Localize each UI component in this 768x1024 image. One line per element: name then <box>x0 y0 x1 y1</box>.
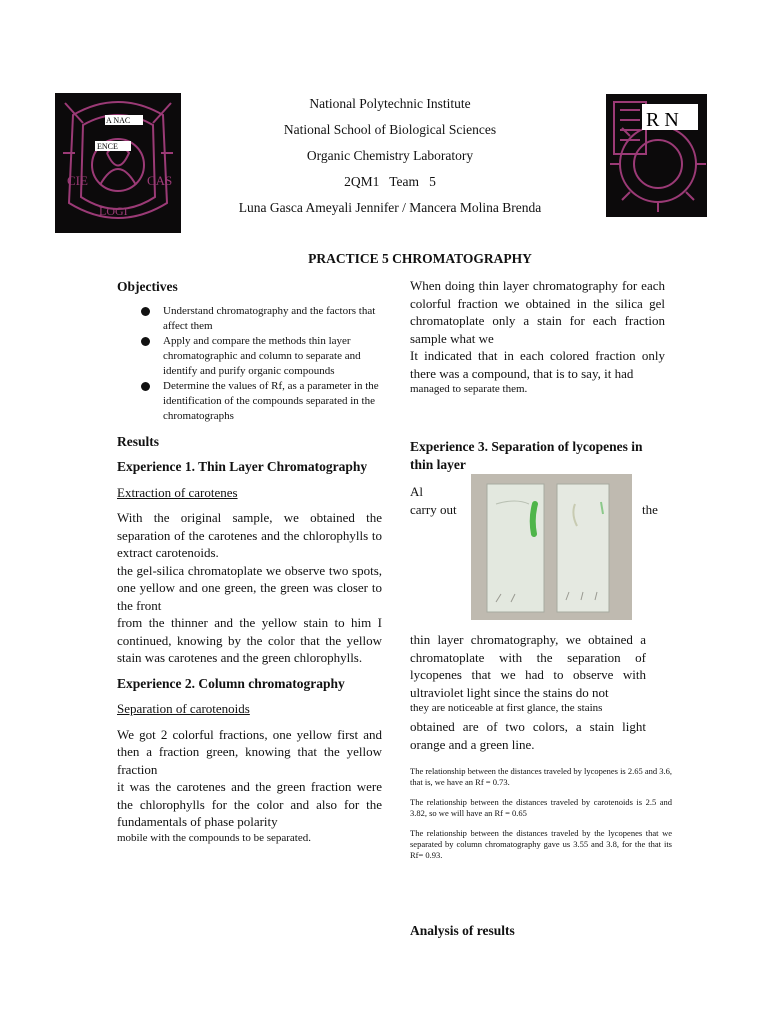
header-school: National School of Biological Sciences <box>283 122 497 137</box>
intro-paragraph-2: It indicated that in each colored fraction only there was a compound, that is to say, it had <box>410 348 665 381</box>
rf-notes <box>410 766 672 861</box>
bullet-icon <box>141 337 150 346</box>
exp3-paragraph-2: they are noticeable at first glance, the stains <box>410 702 603 714</box>
intro-paragraph-3: managed to separate them. <box>410 383 528 395</box>
rf-note-column: The relationship between the distances traveled by the lycopenes that we separated by column chromatography gave us 3.55 and 3.8, for the that its Rf= 0.93. <box>410 828 672 860</box>
exp1-heading: Experience 1. Thin Layer Chromatography <box>117 459 368 474</box>
objective-item: Determine the values of Rf, as a parameter in the identification of the compounds separated in the chromatographs <box>117 379 382 424</box>
header-authors: Luna Gasca Ameyali Jennifer / Mancera Molina Brenda <box>238 200 542 215</box>
analysis-heading: Analysis of results <box>410 923 515 938</box>
rf-note-carotenoids: The relationship between the distances traveled by carotenoids is 2.5 and 3.82, so we will have an Rf = 0.65 <box>410 797 672 818</box>
exp3-paragraph-3: obtained are of two colors, a stain light orange and a green line. <box>410 719 646 752</box>
exp2-paragraph-1: We got 2 colorful fractions, one yellow first and then a fraction green, knowing that the yellow fraction <box>117 726 382 777</box>
gear-emblem-icon <box>606 94 707 217</box>
objective-item: Understand chromatography and the factors that affect them <box>117 304 382 334</box>
left-column <box>117 278 382 845</box>
exp2-paragraph-2: it was the carotenes and the green fraction were the chlorophylls for the color and also for the fundamentals of phase polarity <box>117 779 382 829</box>
exp2-subheading: Separation of carotenoids <box>117 701 250 716</box>
objectives-heading: Objectives <box>117 279 178 294</box>
tlc-plates-image <box>471 474 632 620</box>
exp2-paragraph-3: mobile with the compounds to be separated. <box>117 831 311 844</box>
exp1-subheading: Extraction of carotenes <box>117 484 238 500</box>
header-group-team: 2QM1 Team 5 <box>344 174 436 189</box>
logo-ring-right: CAS <box>147 173 173 188</box>
objective-item: Apply and compare the methods thin layer chromatographic and column to separate and identify and purify organic compounds <box>117 334 382 379</box>
exp1-paragraph-1: With the original sample, we obtained the separation of the carotenes and the chlorophylls to extract carotenoids. <box>117 510 382 560</box>
right-intro <box>410 277 665 396</box>
logo-letters: R N <box>646 109 679 131</box>
logo-ring-bottom: LOGI <box>99 204 128 218</box>
logo-text-mid: ENCE <box>97 142 118 151</box>
exp2-heading: Experience 2. Column chromatography <box>117 675 345 691</box>
exp3-text <box>410 631 646 753</box>
exp3-word-carry: carry out <box>410 502 457 517</box>
exp1-paragraph-3: from the thinner and the yellow stain to him I continued, knowing by the color that the yellow stain was carotenes and the green chlorophylls. <box>117 615 382 665</box>
institute-logo-right <box>606 94 707 217</box>
header-lab: Organic Chemistry Laboratory <box>306 148 474 163</box>
logo-ring-left: CIE <box>67 173 88 188</box>
exp1-paragraph-2: the gel-silica chromatoplate we observe two spots, one yellow and one green, the green was closer to the front <box>117 562 382 613</box>
exp3-word-the: the <box>642 502 658 517</box>
bullet-icon <box>141 307 150 316</box>
header-institute: National Polytechnic Institute <box>309 96 471 111</box>
exp3-paragraph-1: thin layer chromatography, we obtained a chromatoplate with the separation of lycopenes that we had to observe with ultraviolet light since the stains do not <box>410 632 646 700</box>
intro-paragraph-1: When doing thin layer chromatography for each colorful fraction we obtained in the silica gel chromatoplate only a stain for each fraction sample what we <box>410 278 665 346</box>
chromatoplate-photo <box>471 474 632 620</box>
exp3-heading: Experience 3. Separation of lycopenes in thin layer <box>410 439 643 472</box>
logo-text-top: A NAC <box>106 116 131 125</box>
results-heading: Results <box>117 433 160 449</box>
bullet-icon <box>141 382 150 391</box>
objectives-list <box>117 304 382 424</box>
exp3-word-al: Al <box>410 484 423 499</box>
page-title: PRACTICE 5 CHROMATOGRAPHY <box>308 251 532 266</box>
rf-note-lycopenes: The relationship between the distances traveled by lycopenes is 2.65 and 3.6, that is, we have an Rf = 0.73. <box>410 766 673 787</box>
